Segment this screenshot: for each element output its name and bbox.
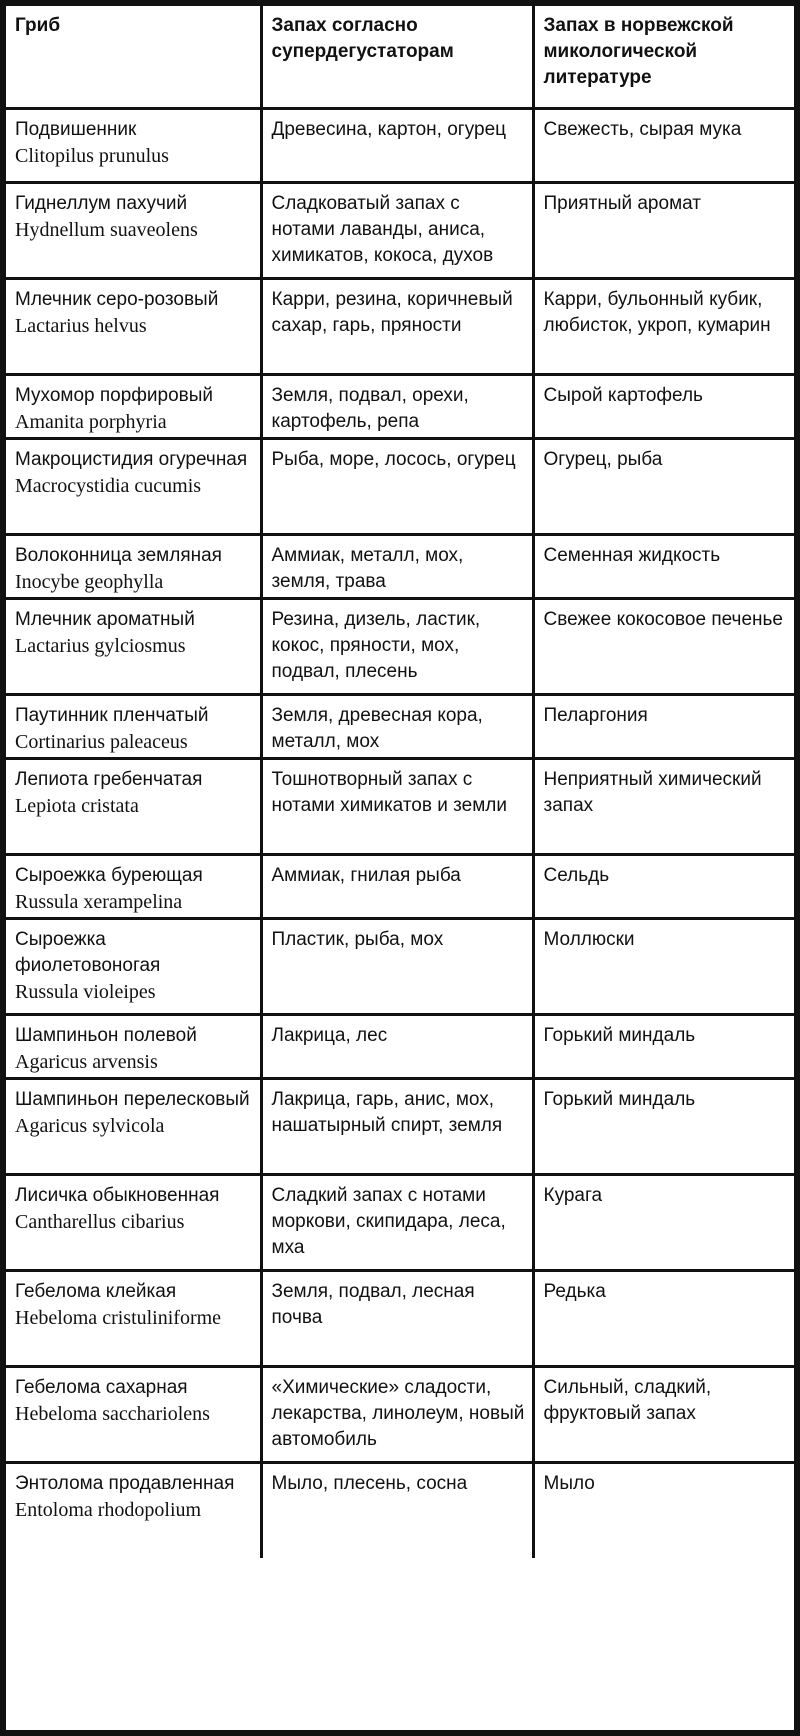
literature-smell-cell xyxy=(533,1270,794,1366)
supertasters-smell-cell xyxy=(261,534,533,598)
literature-smell-cell xyxy=(533,598,794,694)
mushroom-name-latin: Entoloma rhodopolium xyxy=(15,1498,202,1521)
mushroom-name-ru: Шампиньон перелесковый xyxy=(15,1088,250,1110)
literature-smell-cell xyxy=(533,758,794,854)
literature-smell-text: Пеларгония xyxy=(543,704,648,726)
mushroom-name-ru: Паутинник пленчатый xyxy=(15,704,209,726)
supertasters-smell-cell xyxy=(261,1174,533,1270)
mushroom-name-cell xyxy=(6,438,261,534)
literature-smell-text: Редька xyxy=(543,1280,606,1302)
supertasters-smell-cell xyxy=(261,438,533,534)
literature-smell-cell xyxy=(533,374,794,438)
literature-smell-text: Свежесть, сырая мука xyxy=(543,118,742,140)
mushroom-name-cell xyxy=(6,108,261,182)
supertasters-smell-cell xyxy=(261,278,533,374)
table-row xyxy=(6,694,794,758)
supertasters-smell-text: Тошнотворный запах с нотами химикатов и земли xyxy=(271,768,507,816)
supertasters-smell-text: Лакрица, лес xyxy=(271,1024,388,1046)
mushroom-name-cell xyxy=(6,182,261,278)
literature-smell-cell xyxy=(533,1366,794,1462)
mushroom-smell-table xyxy=(6,6,794,1558)
literature-smell-cell xyxy=(533,854,794,918)
mushroom-name-latin: Cantharellus cibarius xyxy=(15,1210,185,1233)
supertasters-smell-cell xyxy=(261,854,533,918)
literature-smell-text: Карри, бульонный кубик, любисток, укроп, кумарин xyxy=(543,288,771,336)
mushroom-name-latin: Hebeloma cristuliniforme xyxy=(15,1306,222,1329)
mushroom-name-cell xyxy=(6,854,261,918)
header-literature: Запах в норвежской микологической литературе xyxy=(533,6,794,108)
literature-smell-cell xyxy=(533,1462,794,1558)
supertasters-smell-cell xyxy=(261,1078,533,1174)
supertasters-smell-text: Пластик, рыба, мох xyxy=(271,928,444,950)
table-row xyxy=(6,182,794,278)
literature-smell-text: Мыло xyxy=(543,1472,595,1494)
literature-smell-cell xyxy=(533,438,794,534)
mushroom-name-ru: Млечник серо-розовый xyxy=(15,288,219,310)
literature-smell-text: Горький миндаль xyxy=(543,1088,696,1110)
mushroom-name-cell xyxy=(6,1270,261,1366)
supertasters-smell-text: Древесина, картон, огурец xyxy=(271,118,507,140)
table-row xyxy=(6,534,794,598)
mushroom-name-ru: Млечник ароматный xyxy=(15,608,195,630)
supertasters-smell-text: Сладковатый запах с нотами лаванды, аниса, химикатов, кокоса, духов xyxy=(271,192,494,266)
literature-smell-text: Сельдь xyxy=(543,864,610,886)
mushroom-name-ru: Гиднеллум пахучий xyxy=(15,192,188,214)
literature-smell-cell xyxy=(533,918,794,1014)
supertasters-smell-text: Лакрица, гарь, анис, мох, нашатырный спирт, земля xyxy=(271,1088,503,1136)
mushroom-name-ru: Волоконница земляная xyxy=(15,544,222,566)
table-row xyxy=(6,278,794,374)
mushroom-name-latin: Hebeloma sacchariolens xyxy=(15,1402,210,1425)
mushroom-name-ru: Мухомор порфировый xyxy=(15,384,214,406)
table-row xyxy=(6,918,794,1014)
supertasters-smell-text: «Химические» сладости, лекарства, линолеум, новый автомобиль xyxy=(271,1376,525,1450)
supertasters-smell-cell xyxy=(261,182,533,278)
mushroom-name-ru: Энтолома продавленная xyxy=(15,1472,235,1494)
literature-smell-text: Огурец, рыба xyxy=(543,448,663,470)
supertasters-smell-cell xyxy=(261,758,533,854)
literature-smell-cell xyxy=(533,1014,794,1078)
mushroom-name-latin: Macrocystidia cucumis xyxy=(15,474,202,497)
mushroom-name-cell xyxy=(6,598,261,694)
table-row xyxy=(6,1014,794,1078)
table-row xyxy=(6,108,794,182)
supertasters-smell-text: Сладкий запах с нотами моркови, скипидара, леса, мха xyxy=(271,1184,506,1258)
mushroom-name-ru: Подвишенник xyxy=(15,118,137,140)
mushroom-name-latin: Inocybe geophylla xyxy=(15,570,164,593)
mushroom-name-cell xyxy=(6,694,261,758)
supertasters-smell-text: Карри, резина, коричневый сахар, гарь, пряности xyxy=(271,288,513,336)
supertasters-smell-text: Земля, подвал, лесная почва xyxy=(271,1280,475,1328)
literature-smell-text: Неприятный химический запах xyxy=(543,768,762,816)
mushroom-name-ru: Гебелома сахарная xyxy=(15,1376,188,1398)
mushroom-name-latin: Cortinarius paleaceus xyxy=(15,730,188,753)
supertasters-smell-cell xyxy=(261,1366,533,1462)
header-mushroom: Гриб xyxy=(6,6,261,108)
literature-smell-cell xyxy=(533,278,794,374)
table-header-row xyxy=(6,6,794,108)
literature-smell-text: Свежее кокосовое печенье xyxy=(543,608,783,630)
table-row xyxy=(6,438,794,534)
literature-smell-text: Сырой картофель xyxy=(543,384,703,406)
supertasters-smell-text: Аммиак, металл, мох, земля, трава xyxy=(271,544,464,592)
literature-smell-cell xyxy=(533,1078,794,1174)
table-row xyxy=(6,854,794,918)
supertasters-smell-text: Земля, подвал, орехи, картофель, репа xyxy=(271,384,469,432)
mushroom-name-cell xyxy=(6,278,261,374)
supertasters-smell-cell xyxy=(261,108,533,182)
supertasters-smell-cell xyxy=(261,1270,533,1366)
mushroom-name-ru: Лепиота гребенчатая xyxy=(15,768,203,790)
literature-smell-text: Сильный, сладкий, фруктовый запах xyxy=(543,1376,712,1424)
supertasters-smell-text: Мыло, плесень, сосна xyxy=(271,1472,468,1494)
supertasters-smell-text: Земля, древесная кора, металл, мох xyxy=(271,704,483,752)
literature-smell-cell xyxy=(533,1174,794,1270)
supertasters-smell-text: Резина, дизель, ластик, кокос, пряности, мох, подвал, плесень xyxy=(271,608,481,682)
literature-smell-cell xyxy=(533,534,794,598)
literature-smell-cell xyxy=(533,108,794,182)
literature-smell-text: Приятный аромат xyxy=(543,192,701,214)
mushroom-name-latin: Hydnellum suaveolens xyxy=(15,218,198,241)
mushroom-name-latin: Lactarius helvus xyxy=(15,314,147,337)
mushroom-name-cell xyxy=(6,1462,261,1558)
table-row xyxy=(6,1174,794,1270)
literature-smell-cell xyxy=(533,694,794,758)
supertasters-smell-cell xyxy=(261,1014,533,1078)
supertasters-smell-text: Рыба, море, лосось, огурец xyxy=(271,448,516,470)
mushroom-name-latin: Lactarius gylciosmus xyxy=(15,634,186,657)
table-row xyxy=(6,374,794,438)
mushroom-name-ru: Гебелома клейкая xyxy=(15,1280,177,1302)
literature-smell-text: Горький миндаль xyxy=(543,1024,696,1046)
table-row xyxy=(6,758,794,854)
mushroom-name-ru: Сыроежка фиолетовоногая xyxy=(15,928,161,976)
mushroom-name-ru: Шампиньон полевой xyxy=(15,1024,197,1046)
mushroom-name-cell xyxy=(6,758,261,854)
literature-smell-text: Семенная жидкость xyxy=(543,544,721,566)
table-row xyxy=(6,1270,794,1366)
mushroom-name-cell xyxy=(6,1366,261,1462)
mushroom-name-cell xyxy=(6,1078,261,1174)
literature-smell-cell xyxy=(533,182,794,278)
mushroom-name-latin: Russula xerampelina xyxy=(15,890,183,913)
supertasters-smell-cell xyxy=(261,1462,533,1558)
table-row xyxy=(6,598,794,694)
mushroom-name-latin: Lepiota cristata xyxy=(15,794,139,817)
mushroom-name-ru: Лисичка обыкновенная xyxy=(15,1184,220,1206)
mushroom-name-cell xyxy=(6,918,261,1014)
supertasters-smell-cell xyxy=(261,918,533,1014)
mushroom-name-ru: Сыроежка буреющая xyxy=(15,864,203,886)
supertasters-smell-cell xyxy=(261,598,533,694)
mushroom-name-latin: Amanita porphyria xyxy=(15,410,167,433)
supertasters-smell-cell xyxy=(261,374,533,438)
literature-smell-text: Моллюски xyxy=(543,928,635,950)
mushroom-name-cell xyxy=(6,374,261,438)
supertasters-smell-cell xyxy=(261,694,533,758)
mushroom-name-latin: Clitopilus prunulus xyxy=(15,144,169,167)
mushroom-name-cell xyxy=(6,1174,261,1270)
literature-smell-text: Курага xyxy=(543,1184,603,1206)
header-supertasters: Запах согласно супердегустаторам xyxy=(261,6,533,108)
table-row xyxy=(6,1366,794,1462)
mushroom-name-cell xyxy=(6,534,261,598)
table-row xyxy=(6,1078,794,1174)
supertasters-smell-text: Аммиак, гнилая рыба xyxy=(271,864,461,886)
table-row xyxy=(6,1462,794,1558)
mushroom-name-latin: Agaricus arvensis xyxy=(15,1050,158,1073)
mushroom-name-latin: Agaricus sylvicola xyxy=(15,1114,165,1137)
mushroom-name-ru: Макроцистидия огуречная xyxy=(15,448,248,470)
mushroom-name-cell xyxy=(6,1014,261,1078)
mushroom-name-latin: Russula violeipes xyxy=(15,980,156,1003)
